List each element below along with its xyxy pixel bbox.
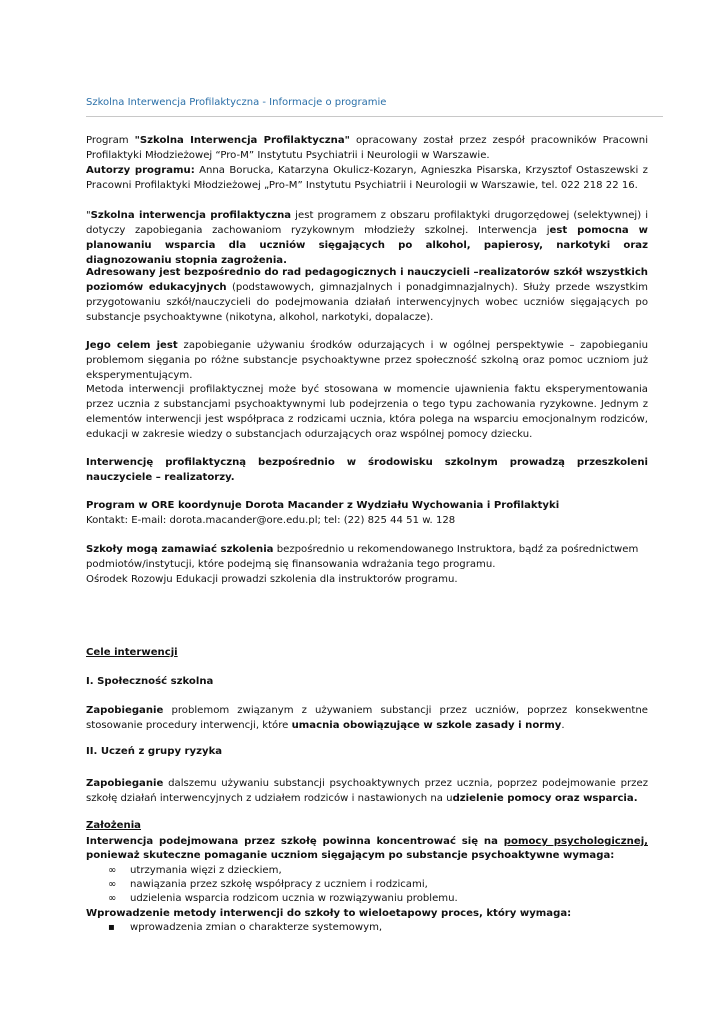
paragraph-training: Szkoły mogą zamawiać szkolenia bezpośrednio u rekomendowanego Instruktora, bądź za pośrednictwem podmiotów/instytucji, które podejmą się finansowania wdrażania tego programu. Ośrodek Rozowju Edukacji prowadzi szkolenia dla instruktorów programu. [86, 544, 639, 585]
subsection-title-risk-student: II. Uczeń z grupy ryzyka [86, 746, 223, 757]
infinity-bullet-icon: ∞ [108, 893, 117, 904]
infinity-bullet-icon: ∞ [108, 865, 117, 876]
paragraph-realizers: Interwencję profilaktyczną bezpośrednio w środowisku szkolnym prowadzą przeszkoleni nauczyciele – realizatorzy. [86, 457, 648, 483]
header-divider [86, 116, 663, 117]
document-header: Szkolna Interwencja Profilaktyczna - Informacje o programie [86, 97, 387, 108]
paragraph-implementation: Wprowadzenie metody interwencji do szkoły to wieloetapowy proces, który wymaga: [86, 908, 572, 919]
infinity-bullet-icon: ∞ [108, 879, 117, 890]
subsection-title-school-community: I. Społeczność szkolna [86, 676, 214, 687]
list-item: ▪ wprowadzenia zmian o charakterze systemowym, [108, 922, 383, 933]
section-title-goals: Cele interwencji [86, 647, 178, 658]
implementation-list [86, 921, 648, 935]
paragraph-coordinator: Program w ORE koordynuje Dorota Macander z Wydziału Wychowania i Profilaktyki Kontakt: E-mail: dorota.macander@ore.edu.pl; tel: (22) 825 44 51 w. 128 [86, 500, 560, 526]
paragraph-assumptions: Interwencja podejmowana przez szkołę powinna koncentrować się na pomocy psychologicznej, ponieważ skuteczne pomaganie uczniom sięgającym po substancje psychoaktywne wymaga: [86, 836, 648, 861]
paragraph-program-authors: Program "Szkolna Interwencja Profilaktyczna" opracowany został przez zespół pracowników Pracowni Profilaktyki Młodzieżowej “Pro-M” Instytutu Psychiatrii i Neurologii w Warszawie. Autorzy programu: Anna Borucka, Katarzyna Okulicz-Kozaryn, Agnieszka Pisarska, Krzysztof Ostaszewski z Pracowni Profilaktyki Młodzieżowej „Pro-M” Instytutu Psychiatrii i Neurologii w Warszawie, tel. 022 218 22 16. [86, 135, 649, 191]
list-item: ∞ utrzymania więzi z dzieckiem, [108, 865, 282, 876]
paragraph-method: Metoda interwencji profilaktycznej może być stosowana w momencie ujawnienia faktu eksperymentowania przez ucznia z substancjami psychoaktywnymi lub podejrzenia o tego typu zachowania ryzykowne. Jednym z elementów interwencji jest współpraca z rodzicami ucznia, która polega na wsparciu emocjonalnym rodziców, edukacji w zakresie wiedzy o substancjach odurzających oraz wspólnej pomocy dziecku. [86, 384, 648, 440]
paragraph-program-description: "Szkolna interwencja profilaktyczna jest programem z obszaru profilaktyki drugorzędowej (selektywnej) i dotyczy zapobiegania zachowaniom ryzykownym młodzieży szkolnej. Interwencja jest pomocna w planowaniu wsparcia dla uczniów sięgających po alkohol, papierosy, narkotyki oraz diagnozowaniu stopnia zagrożenia. [86, 210, 648, 266]
square-bullet-icon: ▪ [108, 922, 115, 933]
paragraph-school-community: Zapobieganie problemom związanym z używaniem substancji przez uczniów, poprzez konsekwentne stosowanie procedury interwencji, które umacnia obowiązujące w szkole zasady i normy. [86, 705, 648, 731]
paragraph-risk-student: Zapobieganie dalszemu używaniu substancji psychoaktywnych przez ucznia, poprzez podejmowanie przez szkołę działań interwencyjnych z udziałem rodziców i nastawionych na udzielenie pomocy oraz wsparcia. [86, 778, 648, 804]
paragraph-goal: Jego celem jest zapobieganie używaniu środków odurzających i w ogólnej perspektywie – zapobieganiu problemom sięgania po różne substancje psychoaktywne przez społeczność szkolną oraz pomoc uczniom już eksperymentującym. [86, 340, 648, 381]
section-title-assumptions: Założenia [86, 820, 141, 831]
paragraph-audience: Adresowany jest bezpośrednio do rad pedagogicznych i nauczycieli –realizatorów szkół wszystkich poziomów edukacyjnych (podstawowych, gimnazjalnych i ponadgimnazjalnych). Służy przede wszystkim przygotowaniu szkół/nauczycieli do podejmowania działań interwencyjnych wobec uczniów sięgających po substancje psychoaktywne (nikotyna, alkohol, narkotyki, dopalacze). [86, 267, 648, 323]
list-item: ∞ nawiązania przez szkołę współpracy z uczniem i rodzicami, [108, 879, 428, 890]
assumptions-list [86, 864, 648, 906]
list-item: ∞ udzielenia wsparcia rodzicom ucznia w rozwiązywaniu problemu. [108, 893, 458, 904]
